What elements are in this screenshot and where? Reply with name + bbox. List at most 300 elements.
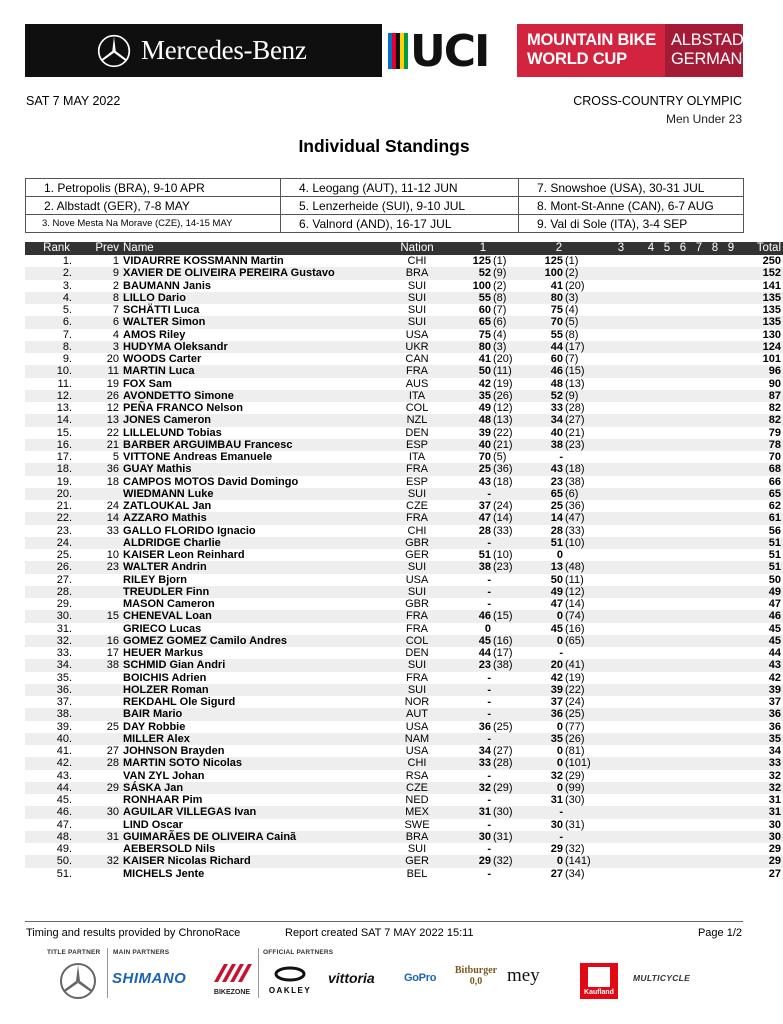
- race-8-cell: [707, 770, 723, 782]
- race-2-cell: [519, 267, 599, 279]
- total-cell: 30: [768, 818, 782, 831]
- race-7-cell: [691, 672, 707, 684]
- race-2-points: 31: [550, 794, 563, 806]
- prev-rank-cell: 8: [72, 292, 119, 304]
- table-row: [25, 451, 783, 463]
- race-7-cell: [691, 451, 707, 463]
- nation-cell: NED: [405, 794, 429, 806]
- race-3-cell: [599, 782, 643, 794]
- race-2-position: (15): [565, 365, 585, 378]
- race-2-position: (24): [565, 696, 585, 708]
- race-3-cell: [599, 341, 643, 353]
- table-row: [25, 341, 783, 353]
- race-5-cell: [659, 868, 675, 880]
- race-1-cell: [447, 586, 519, 598]
- race-7-cell: [691, 696, 707, 708]
- kaufland-square-icon: [588, 967, 610, 987]
- rider-name-cell: ALDRIDGE Charlie: [119, 537, 387, 549]
- rank-cell: 3.: [62, 279, 72, 292]
- race-4-cell: [643, 672, 659, 684]
- oakley-ellipse-icon: [264, 967, 316, 981]
- race-3-cell: [599, 831, 643, 843]
- table-row: [25, 329, 783, 341]
- race-2-cell: [519, 794, 599, 806]
- race-7-cell: [691, 831, 707, 843]
- race-1-points: 45: [478, 634, 491, 647]
- race-8-cell: [707, 586, 723, 598]
- nation-cell: BRA: [387, 267, 447, 279]
- race-1-cell: [447, 280, 519, 292]
- race-2-cell: [519, 868, 599, 880]
- rank-cell: 16.: [25, 439, 72, 451]
- total-cell: 51: [768, 549, 782, 561]
- race-8-cell: [707, 806, 723, 818]
- race-5-cell: [659, 794, 675, 806]
- race-1-cell: [447, 329, 519, 341]
- rank-cell: 42.: [25, 757, 72, 769]
- race-8-cell: [707, 819, 723, 831]
- race-4-cell: [643, 316, 659, 328]
- timing-credit: Timing and results provided by ChronoRace: [26, 927, 241, 939]
- race-2-points: 65: [550, 487, 563, 500]
- race-1-position: (25): [493, 720, 513, 733]
- main-partners-label: MAIN PARTNERS: [113, 949, 170, 956]
- race-9-cell: [723, 329, 739, 341]
- race-1-cell: [447, 476, 519, 488]
- prev-rank-cell: [72, 794, 119, 806]
- race-3-cell: [599, 855, 643, 867]
- rank-cell: 50.: [25, 855, 72, 867]
- race-1-cell: [447, 561, 519, 573]
- rider-name-cell: VIDAURRE KOSSMANN Martin: [123, 255, 284, 267]
- race-5-cell: [659, 390, 675, 402]
- footer-divider: [25, 921, 743, 922]
- race-9-cell: [723, 463, 739, 475]
- race-1-cell: [447, 733, 519, 745]
- race-2-points: 27: [550, 867, 563, 880]
- race-9-cell: [723, 659, 739, 671]
- race-1-position: (22): [493, 426, 513, 439]
- prev-rank-cell: 15: [72, 610, 119, 622]
- series-line2: WORLD CUP: [527, 50, 627, 68]
- prev-rank-cell: 5: [112, 451, 119, 463]
- race-2-cell: [519, 708, 599, 720]
- race-7-cell: [691, 770, 707, 782]
- race-8-cell: [707, 500, 723, 512]
- race-1-cell: [447, 855, 519, 867]
- race-3-cell: [599, 819, 643, 831]
- race-4-cell: [643, 708, 659, 720]
- race-9-cell: [723, 574, 739, 586]
- race-7-cell: [691, 549, 707, 561]
- table-row: [25, 500, 783, 512]
- race-4-cell: [643, 770, 659, 782]
- race-7-cell: [691, 292, 707, 304]
- race-2-points: 13: [550, 561, 563, 574]
- total-cell: 32: [768, 769, 782, 782]
- race-1-position: (1): [493, 255, 507, 267]
- race-4-cell: [643, 476, 659, 488]
- race-8-cell: [707, 782, 723, 794]
- race-6-cell: [675, 868, 691, 880]
- race-5-cell: [659, 561, 675, 573]
- race-3-cell: [599, 806, 643, 818]
- race-2-points: 45: [550, 622, 563, 635]
- race-7-cell: [691, 537, 707, 549]
- race-6-cell: [675, 255, 691, 267]
- rider-name-cell: GUIMARÃES DE OLIVEIRA Cainã: [119, 831, 387, 843]
- race-9-cell: [723, 365, 739, 377]
- total-cell: 42: [768, 671, 782, 684]
- nation-cell: DEN: [405, 426, 429, 439]
- race-1-position: (14): [493, 512, 513, 525]
- race-1-position: (5): [493, 451, 507, 463]
- race-2-points: 30: [550, 818, 563, 831]
- race-1-cell: [447, 782, 519, 794]
- table-row: [25, 806, 783, 818]
- race-1-points: -: [487, 536, 491, 549]
- race-3-cell: [599, 525, 643, 537]
- rider-name-cell: SCHÄTTI Luca: [123, 304, 200, 316]
- nation-cell: CZE: [387, 782, 447, 794]
- header-race-6: 6: [675, 242, 691, 255]
- race-6-cell: [675, 280, 691, 292]
- race-3-cell: [599, 647, 643, 659]
- race-5-cell: [659, 843, 675, 855]
- prev-rank-cell: 26: [72, 390, 119, 402]
- table-row: [25, 831, 783, 843]
- race-2-cell: [519, 770, 599, 782]
- race-7-cell: [691, 255, 707, 267]
- race-2-cell: [519, 733, 599, 745]
- race-2-position: (5): [565, 316, 579, 329]
- nation-cell: CZE: [406, 500, 428, 512]
- race-5-cell: [659, 427, 675, 439]
- race-cell: 6. Valnord (AND), 16-17 JUL: [281, 215, 519, 233]
- rank-cell: 30.: [25, 610, 72, 622]
- race-6-cell: [675, 757, 691, 769]
- race-2-cell: [519, 806, 599, 818]
- race-5-cell: [659, 672, 675, 684]
- race-2-position: (8): [565, 328, 579, 341]
- rank-cell: 26.: [25, 561, 72, 573]
- rider-name-cell: MARTIN Luca: [119, 365, 387, 377]
- race-4-cell: [643, 574, 659, 586]
- race-9-cell: [723, 598, 739, 610]
- race-6-cell: [675, 329, 691, 341]
- nation-cell: SUI: [387, 659, 447, 671]
- table-row: [25, 635, 783, 647]
- race-5-cell: [659, 733, 675, 745]
- race-1-points: -: [487, 794, 491, 806]
- standings-table: [25, 242, 783, 880]
- race-8-cell: [707, 329, 723, 341]
- race-1-position: (16): [493, 634, 513, 647]
- nation-cell: CHI: [407, 255, 427, 267]
- race-6-cell: [675, 561, 691, 573]
- race-4-cell: [643, 512, 659, 524]
- race-7-cell: [691, 427, 707, 439]
- rank-cell: 49.: [56, 843, 72, 855]
- race-2-position: (25): [565, 708, 585, 721]
- race-2-position: (26): [565, 732, 585, 745]
- race-4-cell: [643, 267, 659, 279]
- race-2-cell: [519, 476, 599, 488]
- rank-cell: 10.: [25, 365, 72, 377]
- race-3-cell: [599, 292, 643, 304]
- race-9-cell: [723, 451, 739, 463]
- race-1-points: 41: [478, 353, 491, 365]
- race-4-cell: [643, 806, 659, 818]
- race-1-points: 28: [478, 524, 491, 537]
- table-row: [25, 280, 783, 292]
- kaufland-logo: [580, 963, 618, 999]
- race-5-cell: [659, 525, 675, 537]
- multicycle-logo: MULTICYCLE: [633, 973, 691, 983]
- prev-rank-cell: 33: [106, 524, 119, 537]
- race-2-position: (1): [565, 255, 579, 267]
- rank-cell: 5.: [62, 304, 72, 316]
- race-6-cell: [675, 427, 691, 439]
- race-8-cell: [707, 794, 723, 806]
- race-6-cell: [675, 721, 691, 733]
- race-2-points: 0: [556, 634, 563, 647]
- race-5-cell: [659, 304, 675, 316]
- race-5-cell: [659, 586, 675, 598]
- race-2-cell: [519, 488, 599, 500]
- race-9-cell: [723, 672, 739, 684]
- race-2-points: 0: [556, 745, 563, 757]
- race-1-position: (12): [493, 402, 513, 414]
- nation-cell: ESP: [405, 475, 428, 488]
- race-2-points: 46: [550, 365, 563, 378]
- race-1-points: -: [487, 843, 491, 855]
- race-3-cell: [599, 684, 643, 696]
- race-1-points: -: [487, 769, 491, 782]
- total-cell: 82: [739, 414, 783, 426]
- race-7-cell: [691, 623, 707, 635]
- race-8-cell: [707, 537, 723, 549]
- nation-cell: GBR: [405, 598, 429, 610]
- race-2-cell: [519, 672, 599, 684]
- race-2-cell: [519, 623, 599, 635]
- rank-cell: 25.: [56, 549, 72, 561]
- table-row: [25, 292, 783, 304]
- sponsor-divider: [107, 948, 108, 998]
- race-7-cell: [691, 586, 707, 598]
- race-2-cell: [519, 598, 599, 610]
- rider-name-cell: LILLO Dario: [119, 292, 387, 304]
- race-2-position: (141): [565, 855, 591, 868]
- prev-rank-cell: 16: [72, 635, 119, 647]
- race-3-cell: [599, 598, 643, 610]
- race-1-position: (17): [493, 647, 513, 659]
- prev-rank-cell: 27: [106, 745, 119, 757]
- race-1-position: (30): [493, 806, 513, 819]
- race-1-position: (19): [493, 377, 513, 390]
- nation-cell: MEX: [387, 806, 447, 818]
- rider-name-cell: BARBER ARGUIMBAU Francesc: [119, 439, 387, 451]
- rank-cell: 1.: [62, 255, 72, 267]
- race-4-cell: [643, 782, 659, 794]
- table-row: [25, 610, 783, 622]
- race-1-position: (29): [493, 781, 513, 794]
- race-cell: 7. Snowshoe (USA), 30-31 JUL: [519, 179, 744, 197]
- race-2-position: (34): [565, 867, 585, 880]
- rider-name-cell: GALLO FLORIDO Ignacio: [123, 524, 256, 537]
- race-6-cell: [675, 353, 691, 365]
- race-date: SAT 7 MAY 2022: [26, 94, 121, 108]
- race-6-cell: [675, 623, 691, 635]
- prev-rank-cell: [72, 770, 119, 782]
- race-9-cell: [723, 525, 739, 537]
- race-1-cell: [447, 427, 519, 439]
- race-8-cell: [707, 855, 723, 867]
- race-8-cell: [707, 341, 723, 353]
- race-2-cell: [519, 782, 599, 794]
- race-8-cell: [707, 843, 723, 855]
- race-1-position: (3): [493, 340, 507, 353]
- table-row: [25, 488, 783, 500]
- rank-cell: 11.: [57, 377, 72, 390]
- race-2-points: 25: [550, 500, 563, 512]
- total-cell: 31: [768, 794, 782, 806]
- race-2-position: (10): [565, 536, 585, 549]
- table-row: [25, 353, 783, 365]
- rider-name-cell: REKDAHL Ole Sigurd: [123, 696, 236, 708]
- nation-cell: GER: [405, 549, 429, 561]
- page-title: Individual Standings: [298, 136, 470, 156]
- race-9-cell: [723, 255, 739, 267]
- race-1-position: (32): [493, 855, 513, 868]
- race-1-cell: [447, 721, 519, 733]
- race-6-cell: [675, 586, 691, 598]
- nation-cell: AUS: [405, 377, 429, 390]
- nation-cell: ESP: [387, 439, 447, 451]
- race-6-cell: [675, 672, 691, 684]
- race-2-position: (27): [565, 414, 585, 427]
- race-8-cell: [707, 672, 723, 684]
- nation-cell: USA: [405, 328, 429, 341]
- race-2-cell: [519, 463, 599, 475]
- race-1-points: 32: [478, 781, 491, 794]
- race-7-cell: [691, 476, 707, 488]
- rider-name-cell: SÁSKA Jan: [119, 782, 387, 794]
- race-6-cell: [675, 708, 691, 720]
- table-row: [25, 255, 783, 267]
- race-9-cell: [723, 316, 739, 328]
- rider-name-cell: GOMEZ GOMEZ Camilo Andres: [119, 635, 387, 647]
- race-2-cell: [519, 819, 599, 831]
- race-6-cell: [675, 635, 691, 647]
- rank-cell: 29.: [56, 598, 72, 610]
- race-1-points: 25: [478, 463, 491, 476]
- nation-cell: FRA: [387, 610, 447, 622]
- race-2-points: 75: [550, 304, 563, 316]
- race-calendar: [25, 178, 744, 233]
- total-cell: 78: [739, 439, 783, 451]
- nation-cell: GBR: [387, 537, 447, 549]
- rank-cell: 43.: [56, 769, 72, 782]
- race-1-points: -: [487, 696, 491, 708]
- race-5-cell: [659, 770, 675, 782]
- rider-name-cell: BOICHIS Adrien: [123, 671, 207, 684]
- race-5-cell: [659, 341, 675, 353]
- race-8-cell: [707, 292, 723, 304]
- race-2-position: (18): [565, 463, 585, 476]
- race-7-cell: [691, 598, 707, 610]
- race-9-cell: [723, 561, 739, 573]
- race-1-points: 75: [478, 328, 491, 341]
- race-5-cell: [659, 647, 675, 659]
- race-9-cell: [723, 402, 739, 414]
- table-row: [25, 414, 783, 426]
- race-2-cell: [519, 414, 599, 426]
- race-8-cell: [707, 635, 723, 647]
- race-1-cell: [447, 525, 519, 537]
- race-4-cell: [643, 623, 659, 635]
- race-2-cell: [519, 427, 599, 439]
- rider-name-cell: MICHELS Jente: [123, 867, 205, 880]
- table-row: [25, 463, 783, 475]
- race-1-position: (36): [493, 463, 513, 476]
- race-5-cell: [659, 267, 675, 279]
- race-5-cell: [659, 476, 675, 488]
- race-6-cell: [675, 402, 691, 414]
- race-2-position: (28): [565, 402, 585, 414]
- rider-name-cell: ZATLOUKAL Jan: [123, 500, 212, 512]
- nation-cell: FRA: [387, 365, 447, 377]
- bitburger-logo: Bitburger 0,0: [454, 965, 498, 987]
- rider-name-cell: SCHMID Gian Andri: [119, 659, 387, 671]
- nation-cell: USA: [405, 573, 429, 586]
- race-1-position: (8): [493, 291, 507, 304]
- race-9-cell: [723, 304, 739, 316]
- rider-name-cell: AGUILAR VILLEGAS Ivan: [119, 806, 387, 818]
- race-7-cell: [691, 341, 707, 353]
- race-1-position: (13): [493, 414, 513, 427]
- race-1-points: 125: [472, 255, 491, 267]
- race-2-points: 0: [556, 855, 563, 868]
- race-9-cell: [723, 280, 739, 292]
- race-1-cell: [447, 843, 519, 855]
- table-row: [25, 794, 783, 806]
- total-cell: 68: [739, 463, 783, 475]
- race-2-cell: [519, 525, 599, 537]
- race-3-cell: [599, 843, 643, 855]
- total-cell: 49: [739, 586, 783, 598]
- race-3-cell: [599, 512, 643, 524]
- race-7-cell: [691, 745, 707, 757]
- race-9-cell: [723, 745, 739, 757]
- race-7-cell: [691, 819, 707, 831]
- race-3-cell: [599, 304, 643, 316]
- race-4-cell: [643, 855, 659, 867]
- table-row: [25, 574, 783, 586]
- race-4-cell: [643, 353, 659, 365]
- race-2-points: 80: [550, 291, 563, 304]
- rank-cell: 47.: [56, 818, 72, 831]
- race-7-cell: [691, 463, 707, 475]
- race-9-cell: [723, 782, 739, 794]
- race-2-cell: [519, 610, 599, 622]
- race-1-position: (38): [493, 659, 513, 672]
- total-cell: 65: [739, 488, 783, 500]
- race-2-points: 40: [550, 426, 563, 439]
- race-6-cell: [675, 794, 691, 806]
- prev-rank-cell: 38: [72, 659, 119, 671]
- race-calendar-row: [26, 179, 744, 197]
